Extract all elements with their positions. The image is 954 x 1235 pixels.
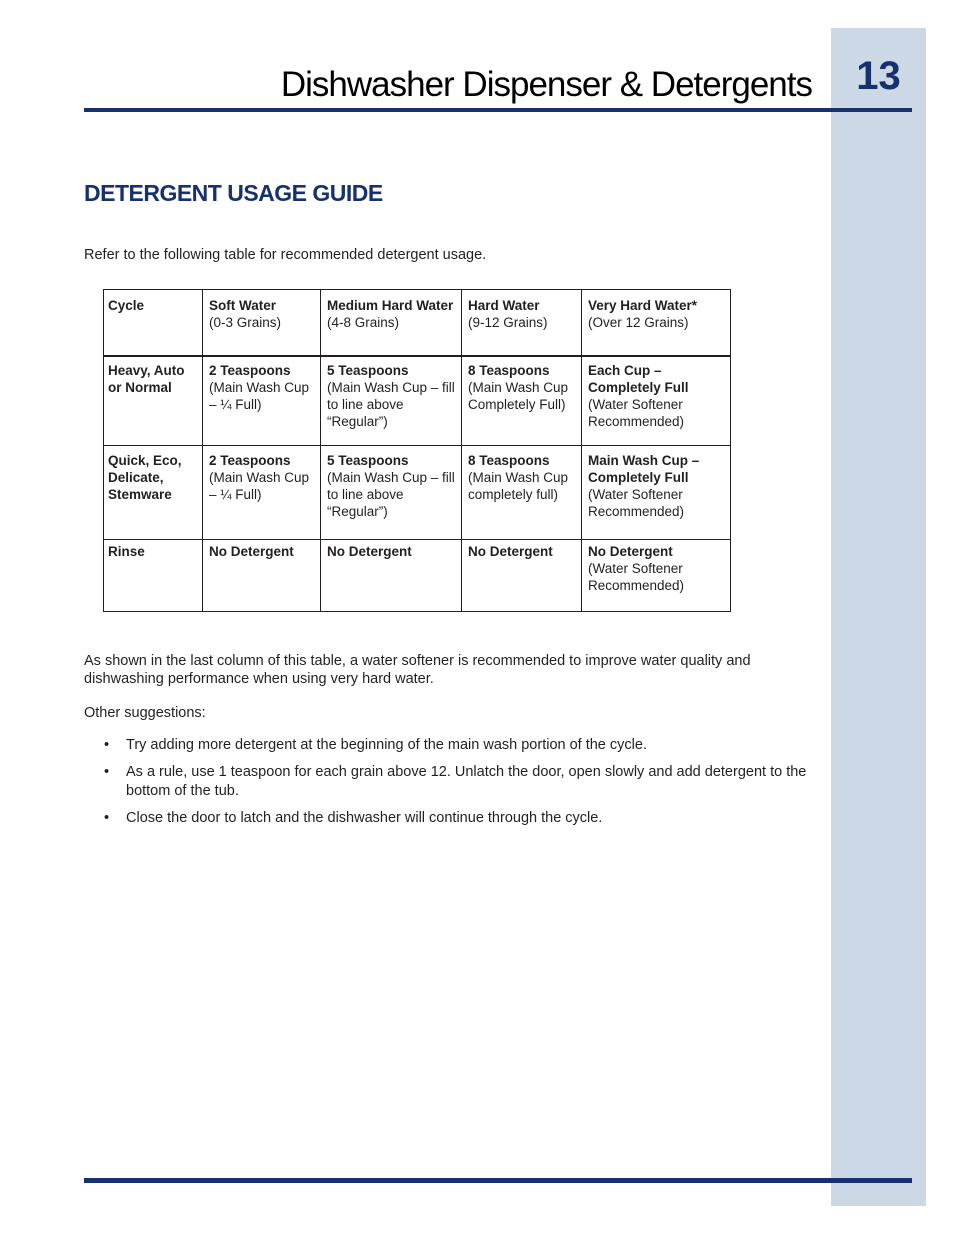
side-band xyxy=(831,28,926,1206)
list-item-text: Close the door to latch and the dishwasher will continue through the cycle. xyxy=(126,810,603,826)
header-medium-hard-water: Medium Hard Water (4-8 Grains) xyxy=(321,290,462,356)
bullet-icon: • xyxy=(104,764,110,780)
detergent-usage-table xyxy=(103,289,731,612)
list-item xyxy=(84,736,814,755)
detergent-table-wrapper xyxy=(103,289,731,612)
cycle-cell: Quick, Eco, Delicate, Stemware xyxy=(104,446,203,540)
table-header-row xyxy=(104,290,731,356)
list-item xyxy=(84,763,814,801)
soft-water-cell: No Detergent xyxy=(203,540,321,612)
soft-water-cell: 2 Teaspoons (Main Wash Cup – ¼ Full) xyxy=(203,356,321,446)
table-row xyxy=(104,356,731,446)
header-soft-water: Soft Water (0-3 Grains) xyxy=(203,290,321,356)
soft-water-cell: 2 Teaspoons (Main Wash Cup – ¼ Full) xyxy=(203,446,321,540)
softener-paragraph: As shown in the last column of this table, a water softener is recommended to improve water quality and dishwashing performance when using very hard water. xyxy=(84,653,751,687)
hard-water-cell: 8 Teaspoons (Main Wash Cup completely full) xyxy=(462,446,582,540)
very-hard-water-cell: Each Cup – Completely Full (Water Softener Recommended) xyxy=(582,356,731,446)
list-item xyxy=(84,809,814,828)
very-hard-water-cell: No Detergent (Water Softener Recommended) xyxy=(588,544,685,593)
header-cycle: Cycle xyxy=(104,290,203,356)
hard-water-cell: No Detergent xyxy=(462,540,582,612)
list-item-text: Try adding more detergent at the beginning of the main wash portion of the cycle. xyxy=(126,737,647,753)
medium-hard-water-cell: 5 Teaspoons (Main Wash Cup – fill to line above “Regular”) xyxy=(321,446,462,540)
hard-water-cell: 8 Teaspoons (Main Wash Cup Completely Full) xyxy=(462,356,582,446)
page-number: 13 xyxy=(856,54,901,98)
page-title: Dishwasher Dispenser & Detergents xyxy=(280,65,812,104)
intro-text: Refer to the following table for recommended detergent usage. xyxy=(84,247,487,263)
very-hard-water-cell: Main Wash Cup – Completely Full (Water Softener Recommended) xyxy=(582,446,731,540)
header-hard-water: Hard Water (9-12 Grains) xyxy=(462,290,582,356)
medium-hard-water-cell: No Detergent xyxy=(321,540,462,612)
bullet-icon: • xyxy=(104,737,110,753)
list-item-text: As a rule, use 1 teaspoon for each grain above 12. Unlatch the door, open slowly and add detergent to the bottom of the tub. xyxy=(126,764,807,799)
cycle-cell: Heavy, Auto or Normal xyxy=(104,356,203,446)
table-row xyxy=(104,540,731,612)
footer-rule xyxy=(84,1178,912,1183)
suggestions-list xyxy=(84,736,814,836)
medium-hard-water-cell: 5 Teaspoons (Main Wash Cup – fill to line above “Regular”) xyxy=(321,356,462,446)
table-row xyxy=(104,446,731,540)
cycle-cell: Rinse xyxy=(104,540,203,612)
header-rule xyxy=(84,108,912,112)
section-heading: DETERGENT USAGE GUIDE xyxy=(84,180,383,206)
suggestions-label: Other suggestions: xyxy=(84,705,206,721)
bullet-icon: • xyxy=(104,810,110,826)
header-very-hard-water: Very Hard Water* (Over 12 Grains) xyxy=(582,290,731,356)
